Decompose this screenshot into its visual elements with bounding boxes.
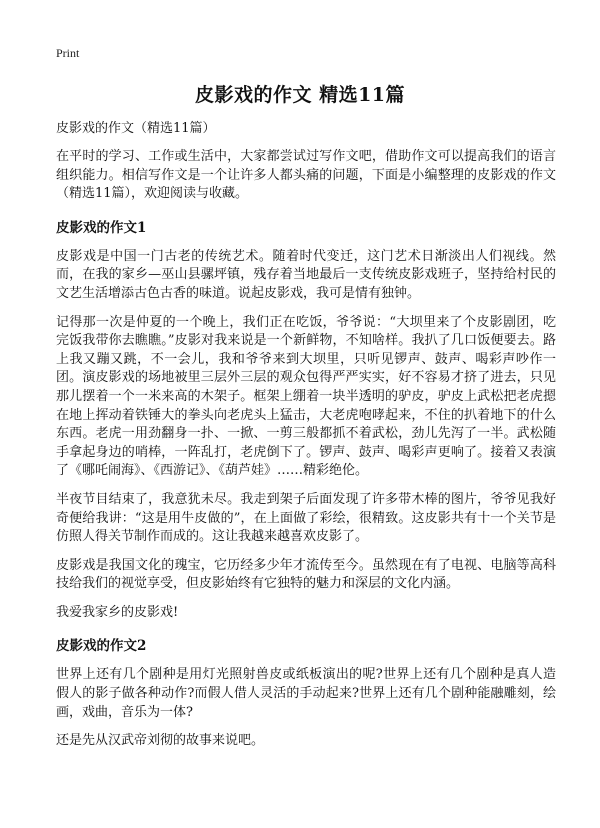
paragraph: 还是先从汉武帝刘彻的故事来说吧。 xyxy=(56,733,265,749)
paragraph: 半夜节目结束了，我意犹未尽。我走到架子后面发现了许多带木棒的图片，爷爷见我好奇便给我讲：“这是用牛皮做的”，在上面做了彩绘，很精致。这皮影共有十一个关节是仿照人得关节制作而成的。这让我越来越喜欢皮影了。 xyxy=(56,491,556,545)
paragraph: 世界上还有几个剧种是用灯光照射兽皮或纸板演出的呢?世界上还有几个剧种是真人造假人的影子做各种动作?而假人借人灵活的手动起来?世界上还有几个剧种能融雕刻，绘画，戏曲，音乐为一体? xyxy=(56,667,556,720)
section-heading: 皮影戏的作文1 xyxy=(56,219,147,236)
section-heading: 皮影戏的作文2 xyxy=(56,638,147,655)
paragraph: 皮影戏是我国文化的瑰宝，它历经多少年才流传至今。虽然现在有了电视、电脑等高科技给我们的视觉享受，但皮影始终有它独特的魅力和深层的文化内涵。 xyxy=(56,557,556,592)
intro-paragraph: 在平时的学习、工作或生活中，大家都尝试过写作文吧，借助作文可以提高我们的语言组织能力。相信写作文是一个让许多人都头痛的问题，下面是小编整理的皮影戏的作文（精选11篇），欢迎阅读与收藏。 xyxy=(56,149,556,202)
print-link[interactable]: Print xyxy=(56,46,80,60)
article-body xyxy=(56,119,556,761)
article-subtitle: 皮影戏的作文（精选11篇） xyxy=(56,121,216,136)
paragraph: 记得那一次是仲夏的一个晚上，我们正在吃饭，爷爷说：“大坝里来了个皮影剧团，吃完饭我带你去瞧瞧。”皮影对我来说是一个新鲜物，不知啥样。我扒了几口饭便要去。路上我又蹦又跳，不一会儿，我和爷爷来到大坝里，只听见锣声、鼓声、喝彩声吵作一团。演皮影戏的场地被里三层外三层的观众包得严严实实，好不容易才挤了进去，只见那儿摆着一个一米来高的木架子。框架上绷着一块半透明的驴皮，驴皮上武松把老虎摁在地上挥动着铁锤大的拳头向老虎头上猛击，大老虎咆哮起来，不住的扒着地下的什么东西。老虎一用劲翻身一扑、一掀、一剪三般都抓不着武松，劲儿先泻了一半。武松随手拿起身边的哨棒，一阵乱打，老虎倒下了。锣声、鼓声、喝彩声更响了。接着又表演了《哪吒闹海》、《西游记》、《葫芦娃》……精彩绝伦。 xyxy=(56,314,556,479)
page-title: 皮影戏的作文 精选11篇 xyxy=(194,84,406,106)
paragraph: 皮影戏是中国一门古老的传统艺术。随着时代变迁，这门艺术日渐淡出人们视线。然而，在我的家乡—巫山县骡坪镇，残存着当地最后一支传统皮影戏班子，坚持给村民的文艺生活增添古色古香的味道。说起皮影戏，我可是情有独钟。 xyxy=(56,248,556,301)
paragraph: 我爱我家乡的皮影戏! xyxy=(56,604,179,620)
